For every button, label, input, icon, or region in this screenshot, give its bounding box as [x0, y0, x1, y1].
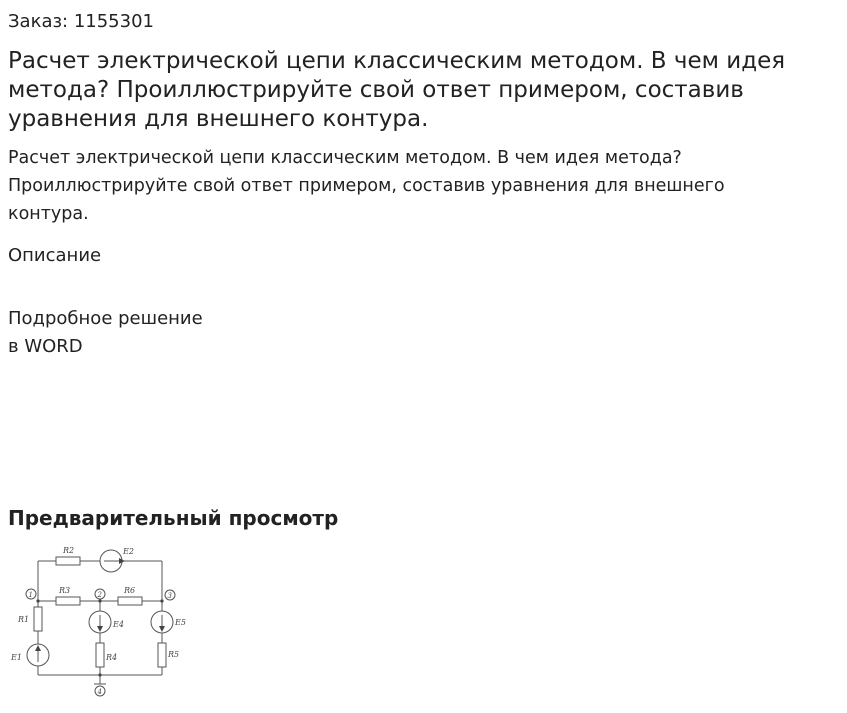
- page-title: Расчет электрической цепи классическим методом. В чем идея метода? Проиллюстрируйте свой ответ примером, составив уравнения для внешнего контура.: [8, 48, 786, 132]
- resistor-r6: [118, 597, 142, 605]
- label-r1: R1: [18, 615, 30, 624]
- solution-line-2: в WORD: [8, 336, 83, 357]
- resistor-r5: [158, 643, 166, 667]
- resistor-r4: [96, 643, 104, 667]
- label-r5: R5: [168, 650, 180, 659]
- label-node-3: 3: [167, 592, 172, 600]
- task-description: Расчет электрической цепи классическим методом. В чем идея метода? Проиллюстрируйте свой ответ примером, составив уравнения для внешнего контура.: [8, 148, 725, 224]
- resistor-r1: [34, 607, 42, 631]
- label-e2: E2: [123, 547, 134, 556]
- label-r4: R4: [106, 653, 118, 662]
- preview-heading: Предварительный просмотр: [8, 506, 339, 530]
- label-node-4: 4: [97, 688, 102, 696]
- description-heading: Описание: [8, 245, 102, 266]
- circuit-diagram: [8, 541, 193, 701]
- label-r3: R3: [59, 586, 71, 595]
- solution-line-1: Подробное решение: [8, 308, 203, 329]
- label-r2: R2: [63, 546, 75, 555]
- order-number: Заказ: 1155301: [8, 11, 154, 32]
- label-e5: E5: [175, 618, 186, 627]
- label-e1: E1: [11, 653, 22, 662]
- resistor-r3: [56, 597, 80, 605]
- label-r6: R6: [124, 586, 136, 595]
- label-node-1: 1: [28, 591, 33, 599]
- label-node-2: 2: [97, 591, 102, 599]
- resistor-r2: [56, 557, 80, 565]
- label-e4: E4: [113, 620, 124, 629]
- circuit-preview-image: [8, 541, 193, 701]
